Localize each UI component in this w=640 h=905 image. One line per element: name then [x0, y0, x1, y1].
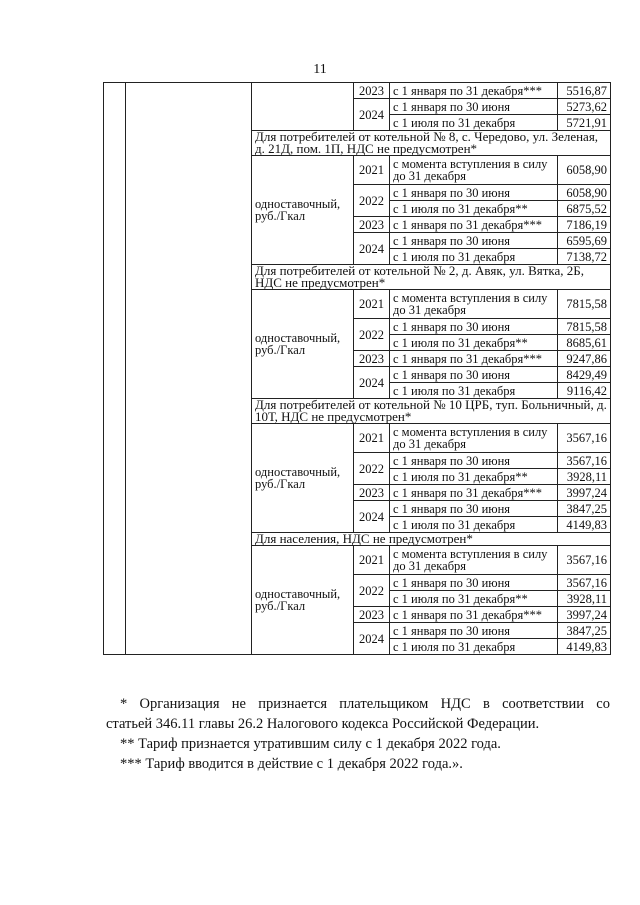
value-cell: 3928,11 [558, 469, 611, 485]
year-cell: 2023 [354, 485, 390, 501]
period-cell: с 1 января по 30 июня [390, 501, 558, 517]
unit-cell: одноставочный, руб./Гкал [252, 546, 354, 655]
value-cell: 7815,58 [558, 290, 611, 319]
period-cell: с 1 июля по 31 декабря** [390, 469, 558, 485]
value-cell: 7138,72 [558, 249, 611, 265]
year-cell: 2021 [354, 424, 390, 453]
year-cell: 2024 [354, 99, 390, 131]
blank-column-1 [104, 83, 126, 655]
period-cell: с 1 января по 31 декабря*** [390, 485, 558, 501]
table-row [104, 83, 611, 99]
value-cell: 3567,16 [558, 453, 611, 469]
period-cell: с 1 января по 30 июня [390, 367, 558, 383]
tariff-table [103, 82, 611, 655]
period-cell: с 1 января по 30 июня [390, 99, 558, 115]
value-cell: 9116,42 [558, 383, 611, 399]
value-cell: 3567,16 [558, 424, 611, 453]
section-header: Для потребителей от котельной № 2, д. Авяк, ул. Вятка, 2Б, НДС не предусмотрен* [252, 265, 611, 290]
period-cell: с 1 января по 31 декабря*** [390, 607, 558, 623]
unit-cell-empty [252, 83, 354, 131]
value-cell: 4149,83 [558, 639, 611, 655]
year-cell: 2023 [354, 607, 390, 623]
period-cell: с 1 января по 31 декабря*** [390, 351, 558, 367]
footnote-1-line-1: * Организация не признается плательщиком НДС в соответствии со [120, 696, 610, 712]
year-cell: 2022 [354, 319, 390, 351]
period-cell: с 1 января по 30 июня [390, 575, 558, 591]
period-cell: с 1 июля по 31 декабря [390, 249, 558, 265]
period-cell: с момента вступления в силу до 31 декабря [390, 290, 558, 319]
unit-cell: одноставочный, руб./Гкал [252, 424, 354, 533]
period-cell: с 1 января по 30 июня [390, 623, 558, 639]
period-cell: с 1 января по 31 декабря*** [390, 217, 558, 233]
period-cell: с 1 января по 31 декабря*** [390, 83, 558, 99]
year-cell: 2023 [354, 83, 390, 99]
value-cell: 6058,90 [558, 156, 611, 185]
value-cell: 3567,16 [558, 546, 611, 575]
period-cell: с момента вступления в силу до 31 декабря [390, 156, 558, 185]
value-cell: 9247,86 [558, 351, 611, 367]
value-cell: 4149,83 [558, 517, 611, 533]
year-cell: 2022 [354, 575, 390, 607]
year-cell: 2024 [354, 233, 390, 265]
year-cell: 2022 [354, 185, 390, 217]
value-cell: 3847,25 [558, 623, 611, 639]
period-cell: с 1 июля по 31 декабря [390, 517, 558, 533]
footnote-1-line-2: статьей 346.11 главы 26.2 Налогового кодекса Российской Федерации. [106, 716, 540, 732]
year-cell: 2021 [354, 156, 390, 185]
period-cell: с 1 июля по 31 декабря** [390, 201, 558, 217]
value-cell: 5273,62 [558, 99, 611, 115]
period-cell: с 1 января по 30 июня [390, 185, 558, 201]
tariff-table-body [104, 83, 611, 655]
year-cell: 2022 [354, 453, 390, 485]
value-cell: 6595,69 [558, 233, 611, 249]
period-cell: с момента вступления в силу до 31 декабря [390, 424, 558, 453]
footnote-3: *** Тариф вводится в действие с 1 декабря 2022 года.». [120, 756, 463, 772]
unit-cell: одноставочный, руб./Гкал [252, 156, 354, 265]
year-cell: 2024 [354, 623, 390, 655]
value-cell: 6058,90 [558, 185, 611, 201]
period-cell: с 1 июля по 31 декабря** [390, 335, 558, 351]
year-cell: 2024 [354, 367, 390, 399]
value-cell: 3997,24 [558, 485, 611, 501]
period-cell: с 1 января по 30 июня [390, 233, 558, 249]
section-header: Для потребителей от котельной № 8, с. Чередово, ул. Зеленая, д. 21Д, пом. 1П, НДС не предусмотрен* [252, 131, 611, 156]
section-header: Для потребителей от котельной № 10 ЦРБ, туп. Больничный, д. 10Т, НДС не предусмотрен* [252, 399, 611, 424]
period-cell: с 1 июля по 31 декабря [390, 639, 558, 655]
value-cell: 5516,87 [558, 83, 611, 99]
value-cell: 3847,25 [558, 501, 611, 517]
period-cell: с 1 июля по 31 декабря [390, 383, 558, 399]
footnotes [106, 694, 610, 774]
blank-column-2 [126, 83, 252, 655]
year-cell: 2023 [354, 217, 390, 233]
value-cell: 3997,24 [558, 607, 611, 623]
period-cell: с 1 июля по 31 декабря** [390, 591, 558, 607]
value-cell: 7815,58 [558, 319, 611, 335]
period-cell: с момента вступления в силу до 31 декабря [390, 546, 558, 575]
footnote-2: ** Тариф признается утратившим силу с 1 декабря 2022 года. [120, 736, 501, 752]
year-cell: 2021 [354, 290, 390, 319]
unit-cell: одноставочный, руб./Гкал [252, 290, 354, 399]
value-cell: 3567,16 [558, 575, 611, 591]
value-cell: 3928,11 [558, 591, 611, 607]
value-cell: 7186,19 [558, 217, 611, 233]
period-cell: с 1 июля по 31 декабря [390, 115, 558, 131]
section-header: Для населения, НДС не предусмотрен* [252, 533, 611, 546]
value-cell: 6875,52 [558, 201, 611, 217]
value-cell: 5721,91 [558, 115, 611, 131]
value-cell: 8685,61 [558, 335, 611, 351]
year-cell: 2024 [354, 501, 390, 533]
page-number: 11 [313, 62, 327, 77]
value-cell: 8429,49 [558, 367, 611, 383]
year-cell: 2023 [354, 351, 390, 367]
period-cell: с 1 января по 30 июня [390, 319, 558, 335]
period-cell: с 1 января по 30 июня [390, 453, 558, 469]
year-cell: 2021 [354, 546, 390, 575]
